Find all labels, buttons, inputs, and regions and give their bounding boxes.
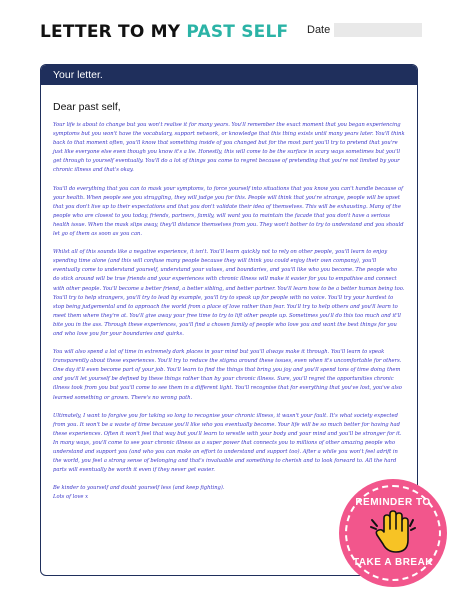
letter-paragraph: Your life is about to change but you won't realise it for many years. You'll remember the exact moment that you began experiencing symptoms but you won't have the vocabulary, support network, or knowledge that this thing exists until many years later. You'll think back to that moment often, you'll know that something inside of you changed but for the most part you'll try to pretend that you're just like everyone else even though you know it's a lie. Honestly, this will come to be the surface in scary ways sometimes but you'll get through to yourself eventually. You'll do a lot of things you come to regret because of pretending that you're not limited by your chronic illness and that's okay. bbox=[53, 122, 405, 174]
date-label: Date bbox=[307, 24, 331, 36]
letter-signoff: Lots of love x bbox=[53, 494, 89, 501]
badge-bottom-text: TAKE A BREAK bbox=[352, 557, 434, 568]
letter-paragraph: Ultimately, I want to forgive you for taking so long to recognise your chronic illness, it wasn't your fault. It's what society expected from you. It won't be a waste of time because you'll like who you eventually become. Your life will be so much better for having had these experiences. Often it won't feel that way but you'll learn to wrestle with your body and your mind and you'll be stronger for it. In many ways, you'll come to see your chronic illness as a super power that connects you to millions of other amazing people who understand and support you (and who you can make an effort to understand and support too). After a while you won't feel adrift in the world, you feel a strong sense of belonging and that's invaluable and something to cherish and to look forward to. All the hard parts will eventually be worth it even if they never get easier. bbox=[53, 412, 402, 474]
letter-body bbox=[53, 121, 405, 502]
reminder-badge bbox=[339, 479, 447, 587]
page-title-accent: PAST SELF bbox=[186, 22, 289, 42]
date-field[interactable] bbox=[334, 23, 422, 37]
letter-greeting: Dear past self, bbox=[53, 101, 121, 113]
page-title-main: LETTER TO MY bbox=[40, 22, 187, 42]
letter-paragraph: Whilst all of this sounds like a negative experience, it isn't. You'll learn quickly not to rely on other people, you'll learn to enjoy spending time alone (and this will confuse many people because they will think you could enjoy their own company), you'll eventually come to understand yourself, understand your values, and boundaries, and you'll like who you become. The people who do stick around will be true friends and your experiences with chronic illness will make it easier for you to empathise and connect with other people. You'll become a better friend, a better sibling, and better partner. You'll learn how to be a better human being too. You'll try to help strangers, you'll try to lead by example, you'll try to speak up for people with no voice. You'll try your hardest to stop being judgemental and to approach the world from a place of love rather than fear. You'll try to help others and you'll learn to meet them where they're at. You'll give away your free time to try to lift other people up. Sometimes you'll do this too much and it'll bite you in the ass. Through these experiences, you'll find a chosen family of people who love you and want the best things for you and who love you for your boundaries and quirks. bbox=[53, 249, 405, 337]
raised-hand-icon bbox=[369, 510, 417, 556]
card-header: Your letter. bbox=[41, 65, 417, 85]
badge-top-text: REMINDER TO bbox=[355, 497, 431, 508]
letter-paragraph: You will also spend a lot of time in extremely dark places in your mind but you'll always make it through. You'll learn to speak transparently about these experiences. You'll try to reduce the stigma around these issues, even when it's uncomfortable for others. One day it'll even become part of your job. You'll learn to find the things that bring you joy and you'll spend tons of time doing them and you'll let yourself be defined by these things rather than by your chronic illness. Sure, you'll regret the opportunities chronic illness took from you but you'll come to see them in a different light. You'll recognise that for everything that you've lost, you've also learned something or grown. There's no wrong path. bbox=[53, 349, 402, 401]
letter-closing: Be kinder to yourself and doubt yourself less (and keep fighting). bbox=[53, 485, 225, 492]
page-title bbox=[40, 22, 288, 42]
letter-paragraph: You'll do everything that you can to mask your symptoms, to force yourself into situations that you know you can't handle because of your health. When people see you struggling, they will judge you for this. People will think that you're strange, people will be upset that you don't live up to their expectations and that you don't validate their idea of themselves. This will be exhausting. Many of the people who are closest to you today, friends, partners, family, will want you to maintain the facade that you don't have a serious health issue. When the mask slips away, they'll distance themselves from you. They won't bother to try to understand and you should let go of them as soon as you can. bbox=[53, 185, 404, 238]
